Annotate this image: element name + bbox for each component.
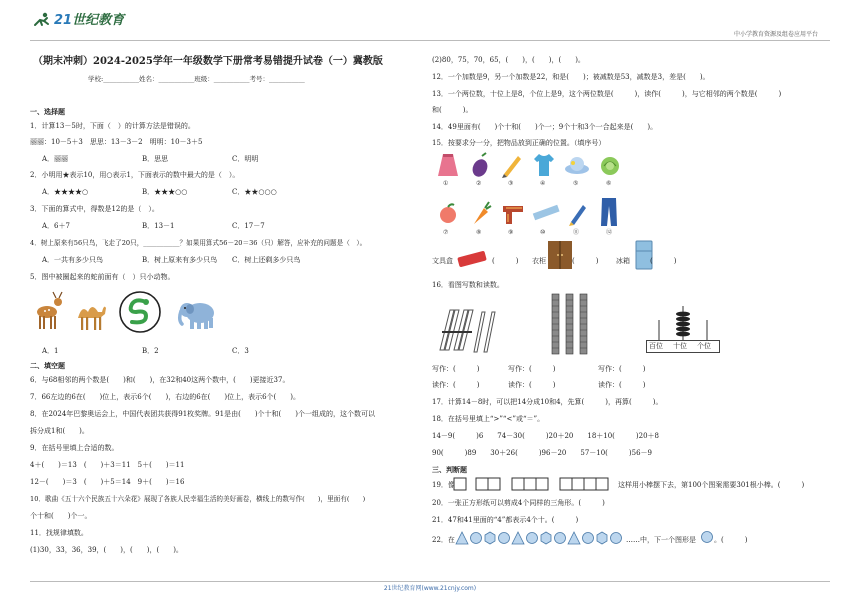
label-10: ⑩ (540, 229, 546, 236)
q10-line1: 10．歌曲《五十六个民族五十六朵花》展现了各族人民幸福生活的美好画卷，横线上的数写作( )，里面有( ) (30, 495, 366, 503)
label-11: ⑪ (573, 229, 580, 236)
scarf-icon (500, 200, 526, 226)
q21: 21．47和41里面的“4”都表示4个十。( ) (432, 516, 579, 524)
q1-option-b: B．思思 (142, 155, 169, 163)
write-3: 写作：( ) (598, 365, 646, 373)
abacus-label-ones: 个位 (697, 342, 711, 350)
label-9: ⑨ (508, 229, 514, 236)
abacus-label-hundreds: 百位 (649, 342, 663, 350)
stick-bundles-icon (436, 300, 498, 358)
q1-methods: 丽丽：10－5＋3 思思：13－3－2 明明：10－3＋5 (30, 138, 203, 146)
q13-line1: 13．一个两位数，十位上是8，个位上是9，这个两位数是( )，读作( )，与它相邻的两个数是( ) (432, 90, 782, 98)
read-3: 读作：( ) (598, 381, 646, 389)
q1: 1．计算13－5时，下面（ ）的计算方法是错误的。 (30, 122, 195, 130)
header-rule (30, 40, 830, 41)
read-2: 读作：( ) (508, 381, 556, 389)
q4: 4．树上原来有56只鸟，飞走了20只，___________？如果用算式56－20＝36（只）解答，应补充的问题是（ ）。 (30, 239, 367, 247)
q10-line2: 个十和( )个一。 (30, 512, 92, 520)
logo-text (54, 14, 124, 27)
q5-option-c: C．3 (232, 347, 249, 355)
q1-option-a: A．丽丽 (42, 155, 69, 163)
q5-option-a: A．1 (42, 347, 59, 355)
q7: 7．66左边的6在( )位上，表示6个( )，右边的6在( )位上，表示6个( )。 (30, 393, 301, 401)
section-judge: 三、判断题 (432, 465, 467, 474)
q18-row1: 14－9( )6 74－30( )20＋20 18＋10( )20＋8 (432, 432, 660, 440)
q2: 2．小明用★表示10，用○表示1，下面表示的数中最大的是（ ）。 (30, 171, 240, 179)
shape-sequence-icon (454, 530, 624, 546)
q5: 5．图中被圈起来的蛇前面有（ ）只小动物。 (30, 273, 175, 281)
section-choice: 一、选择题 (30, 107, 65, 116)
q16: 16．看图写数和读数。 (432, 281, 504, 289)
q2-option-b: B．★★★○○ (142, 188, 188, 196)
page-header (0, 0, 860, 40)
q3-option-b: B．13－1 (142, 222, 175, 230)
answer-circle-icon (700, 530, 714, 544)
q3-option-c: C．17－7 (232, 222, 265, 230)
abacus-label-tens: 十位 (673, 342, 687, 350)
q19-prefix: 19．像 (432, 481, 455, 489)
q5-option-b: B．2 (142, 347, 159, 355)
label-1: ① (443, 180, 449, 187)
tens-rods-icon (550, 292, 590, 356)
q11: 11．找规律填数。 (30, 529, 88, 537)
q22-text: ……中，下一个图形是 (626, 536, 696, 544)
q20: 20．一张正方形纸可以剪成4个同样的三角形。( ) (432, 499, 605, 507)
section-fill: 二、填空题 (30, 361, 65, 370)
stick-pattern-icon (452, 476, 612, 492)
q2-option-c: C．★★○○○ (232, 188, 277, 196)
q18: 18．在括号里填上“>”“<”或“＝”。 (432, 415, 545, 423)
pencil-case-icon (456, 248, 488, 268)
write-2: 写作：( ) (508, 365, 556, 373)
q8-line1: 8．在2024年巴黎奥运会上，中国代表团共获得91枚奖牌。91是由( )个十和( )个一组成的，这个数可以 (30, 410, 376, 418)
q2-option-a: A．★★★★○ (42, 188, 89, 196)
q19-text: 这样用小棒摆下去，第100个图案需要301根小棒。( ) (618, 481, 805, 489)
q22-prefix: 22．在 (432, 536, 455, 544)
carrot-icon (468, 200, 492, 226)
cabbage-icon (598, 152, 622, 178)
label-12: ⑫ (606, 229, 613, 236)
ruler-icon (532, 200, 560, 226)
q13-line2: 和( )。 (432, 106, 473, 114)
wardrobe-icon (546, 240, 574, 270)
fridge-answer: ( ) (650, 257, 677, 265)
q9-row1: 4＋( )＝13 ( )＋3＝11 5＋( )＝11 (30, 461, 185, 469)
q8-line2: 拆分成1和( )。 (30, 427, 89, 435)
site-logo (32, 12, 124, 28)
fridge-icon (634, 240, 654, 270)
eggplant-icon (468, 152, 492, 178)
exam-title: （期末冲刺）2024-2025学年一年级数学下册常考易错提升试卷（一）冀教版 (33, 56, 383, 67)
wardrobe-label: 衣柜 (532, 257, 546, 265)
site-name: 中小学教育资源及组卷应用平台 (733, 31, 818, 38)
q6: 6．与68相邻的两个数是( )和( )，在32和40这两个数中，( )更接近37。 (30, 376, 290, 384)
q22-suffix: 。( ) (714, 536, 748, 544)
skirt-icon (436, 152, 460, 178)
camel-icon (72, 294, 110, 332)
q3-option-a: A．6＋7 (42, 222, 70, 230)
q11-part1: (1)30，33，36，39，( )，( )，( )。 (30, 546, 183, 554)
deer-icon (32, 290, 66, 332)
q3: 3．下面的算式中，得数是12的是（ ）。 (30, 205, 159, 213)
q12: 12．一个加数是9，另一个加数是22，和是( )；被减数是53，减数是3，差是( )。 (432, 73, 710, 81)
read-1: 读作：( ) (432, 381, 480, 389)
wardrobe-answer: ( ) (572, 257, 599, 265)
pencil-case-label: 文具盒 (432, 257, 453, 265)
hat-icon (564, 152, 590, 178)
q4-option-c: C．树上还剩多少只鸟 (232, 256, 301, 264)
abacus-icon (646, 306, 720, 342)
pen-icon (566, 200, 590, 226)
pencil-icon (500, 152, 524, 178)
jeans-icon (598, 196, 620, 228)
label-7: ⑦ (443, 229, 449, 236)
peach-icon (436, 200, 460, 226)
label-5: ⑤ (573, 180, 579, 187)
label-3: ③ (508, 180, 514, 187)
shirt-icon (532, 152, 556, 178)
elephant-icon (176, 296, 220, 332)
student-info: 学校:___________姓名：___________班级：___________考号：___________ (88, 75, 305, 83)
q1-option-c: C．明明 (232, 155, 259, 163)
q15: 15．按要求分一分，把物品放到正确的位置。（填序号） (432, 139, 606, 147)
write-1: 写作：( ) (432, 365, 480, 373)
page-footer: 21世纪教育网(www.21cnjy.com) (383, 585, 477, 592)
q18-row2: 90( )89 30＋26( )96－20 57－10( )56－9 (432, 449, 653, 457)
logo-brand: 21 (54, 12, 73, 28)
label-8: ⑧ (476, 229, 482, 236)
footer-rule (30, 581, 830, 582)
q14: 14．49里面有( )个十和( )个一；9个十和3个一合起来是( )。 (432, 123, 658, 131)
q4-option-a: A．一共有多少只鸟 (42, 256, 104, 264)
label-6: ⑥ (606, 180, 612, 187)
q9: 9．在括号里填上合适的数。 (30, 444, 119, 452)
label-2: ② (476, 180, 482, 187)
runner-logo-icon (32, 12, 52, 28)
pencil-case-answer: ( ) (492, 257, 519, 265)
q17: 17．计算14－8时，可以把14分成10和4，先算( )，再算( )。 (432, 398, 663, 406)
fridge-label: 冰箱 (616, 257, 630, 265)
label-4: ④ (540, 180, 546, 187)
circled-snake-icon (118, 290, 162, 334)
q4-option-b: B．树上原来有多少只鸟 (142, 256, 218, 264)
q9-row2: 12－( )＝3 ( )＋5＝14 9＋( )＝16 (30, 478, 185, 486)
q11-part2: (2)80，75，70，65，( )，( )，( )。 (432, 56, 585, 64)
logo-rest: 世纪教育 (72, 12, 125, 28)
